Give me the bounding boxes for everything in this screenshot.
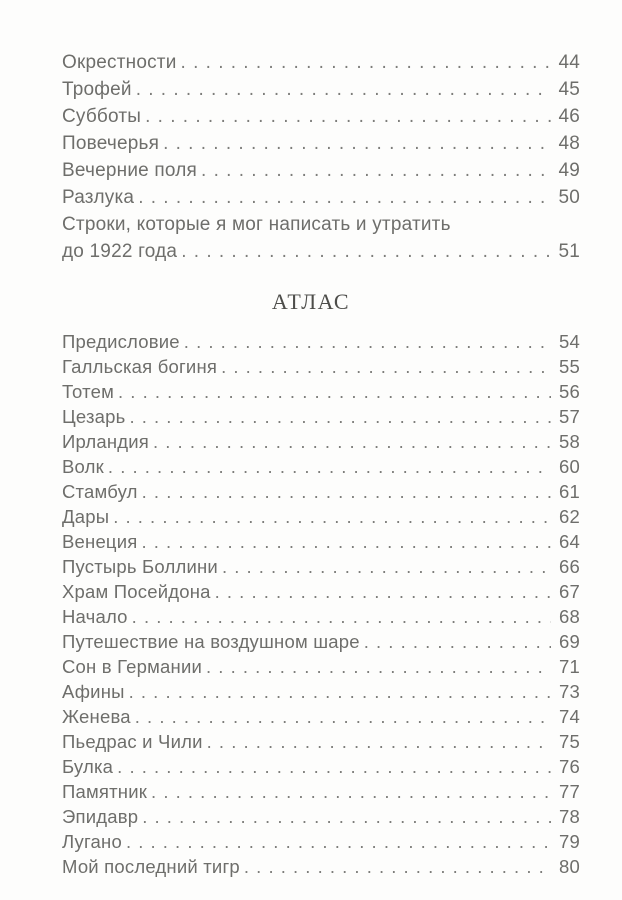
toc-entry-page: 67 [559,581,580,602]
toc-entry-page: 56 [559,381,580,402]
toc-entry-title: Субботы [62,106,142,127]
toc-entry [62,431,580,456]
toc-entry-page: 69 [559,631,580,652]
dot-leader [153,431,551,453]
toc-entry-page: 62 [559,506,580,527]
toc-entry-page: 75 [559,731,580,752]
toc-entry-title: Волк [62,456,104,477]
toc-entry-page: 80 [559,856,580,877]
toc-entry-title: Разлука [62,187,135,208]
toc-entry [62,581,580,606]
toc-entry [62,456,580,481]
toc-entry-title: Мой последний тигр [62,856,240,877]
dot-leader [141,531,551,553]
dot-leader [129,681,551,703]
toc-entry-title: Галльская богиня [62,356,218,377]
toc-entry [62,241,580,268]
toc-entry-title: Пьедрас и Чили [62,731,203,752]
dot-leader [184,331,551,353]
toc-entry-title: Женева [62,706,131,727]
toc-entry-title: Повечерья [62,133,160,154]
toc-entry-page: 71 [559,656,580,677]
toc-entry-title: Памятник [62,781,148,802]
dot-leader [142,481,551,503]
toc-entry [62,331,580,356]
toc-entry [62,133,580,160]
toc-entry [62,356,580,381]
toc-entry [62,531,580,556]
toc-entry-page: 58 [559,431,580,452]
toc-entry-title: Тотем [62,381,115,402]
dot-leader [108,456,551,478]
toc-entry [62,406,580,431]
toc-entry [62,556,580,581]
toc-entry [62,856,580,881]
toc-entry-page: 61 [559,481,580,502]
toc-entry-page: 79 [559,831,580,852]
dot-leader [181,52,551,74]
toc-entry-title: Афины [62,681,125,702]
toc-entry [62,106,580,133]
dot-leader [138,187,551,209]
toc-entry-page: 78 [559,806,580,827]
dot-leader [244,856,551,878]
toc-entry [62,806,580,831]
toc-entry-page: 44 [558,52,580,73]
toc-entry-title: Ирландия [62,431,149,452]
toc-entry [62,481,580,506]
dot-leader [118,381,551,403]
toc-entry-page: 50 [558,187,580,208]
toc-entry-title: Лугано [62,831,122,852]
toc-entry-page: 66 [559,556,580,577]
toc-entry-title: Цезарь [62,406,126,427]
toc-entry-page: 74 [559,706,580,727]
dot-leader [145,106,551,128]
toc-entry-page: 64 [559,531,580,552]
toc-entry [62,781,580,806]
toc-entry [62,631,580,656]
toc-entry-page: 60 [559,456,580,477]
dot-leader [163,133,551,155]
toc-entry-title: Венеция [62,531,138,552]
toc-entry-title: Строки, которые я мог написать и утратить [62,214,451,235]
dot-leader [207,731,551,753]
toc-entry [62,506,580,531]
toc-entry [62,656,580,681]
toc-list [62,52,580,881]
dot-leader [129,406,551,428]
section-heading: АТЛАС [271,289,351,314]
toc-entry-title: Стамбул [62,481,138,502]
dot-leader [364,631,551,653]
toc-entry-title: Сон в Германии [62,656,203,677]
dot-leader [151,781,551,803]
dot-leader [181,241,551,263]
toc-entry-page: 57 [559,406,580,427]
dot-leader [136,79,551,101]
dot-leader [142,806,551,828]
dot-leader [126,831,551,853]
toc-entry-page: 48 [558,133,580,154]
dot-leader [206,656,551,678]
toc-entry [62,731,580,756]
toc-entry-title: до 1922 года [62,241,178,262]
toc-entry-title: Окрестности [62,52,177,73]
dot-leader [113,506,551,528]
toc-entry-title: Пустырь Боллини [62,556,218,577]
toc-entry-title: Эпидавр [62,806,139,827]
dot-leader [221,356,551,378]
toc-section [62,331,580,881]
toc-entry-page: 46 [558,106,580,127]
toc-entry-page: 45 [558,79,580,100]
toc-entry [62,606,580,631]
toc-entry-title: Булка [62,756,114,777]
toc-entry-page: 51 [558,241,580,262]
toc-entry-page: 54 [559,331,580,352]
toc-entry-title: Храм Посейдона [62,581,211,602]
toc-section [62,52,580,268]
dot-leader [117,756,551,778]
toc-entry [62,52,580,79]
toc-entry-page: 55 [559,356,580,377]
toc-entry [62,160,580,187]
dot-leader [215,581,551,603]
toc-entry [62,681,580,706]
toc-entry [62,79,580,106]
toc-entry-wrap-line [62,214,580,241]
toc-entry [62,831,580,856]
toc-entry-title: Начало [62,606,128,627]
toc-entry-title: Предисловие [62,331,180,352]
dot-leader [135,706,551,728]
toc-entry-title: Вечерние поля [62,160,198,181]
toc-entry-page: 49 [558,160,580,181]
toc-entry-page: 77 [559,781,580,802]
dot-leader [132,606,551,628]
toc-entry-page: 73 [559,681,580,702]
toc-entry [62,381,580,406]
toc-entry-title: Путешествие на воздушном шаре [62,631,360,652]
toc-entry [62,187,580,214]
toc-entry-page: 68 [559,606,580,627]
toc-entry-title: Дары [62,506,110,527]
dot-leader [222,556,551,578]
toc-entry [62,706,580,731]
toc-entry-title: Трофей [62,79,132,100]
toc-entry [62,756,580,781]
toc-entry-page: 76 [559,756,580,777]
dot-leader [201,160,551,182]
